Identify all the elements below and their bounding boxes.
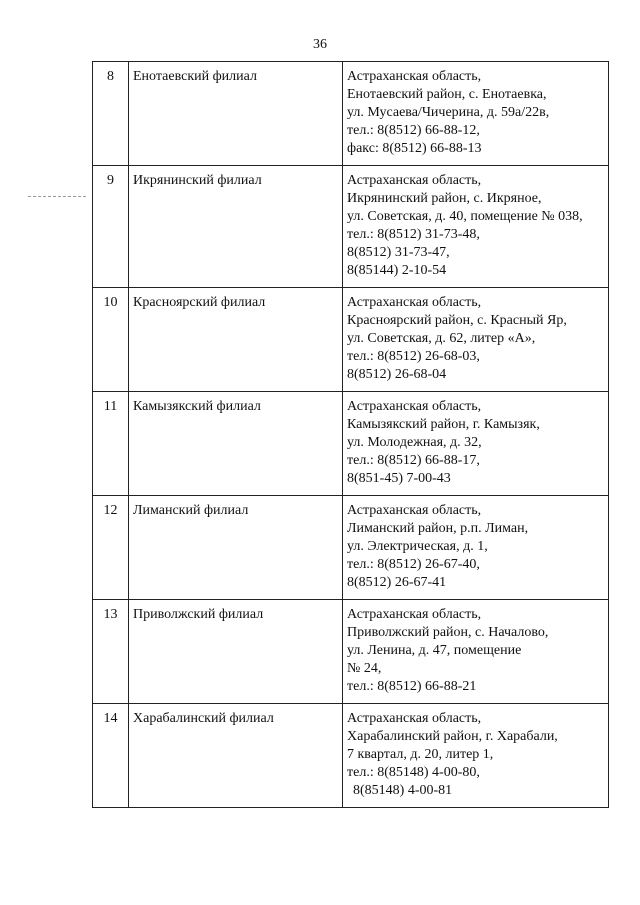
branch-name: Енотаевский филиал xyxy=(129,62,343,166)
table-row xyxy=(93,62,609,166)
branch-address xyxy=(343,704,609,808)
branches-table xyxy=(92,61,609,808)
row-number: 10 xyxy=(93,288,129,392)
row-number: 8 xyxy=(93,62,129,166)
row-number: 14 xyxy=(93,704,129,808)
address-line: Астраханская область, xyxy=(347,711,482,726)
address-line: Астраханская область, xyxy=(347,69,482,84)
address-line: № 24, xyxy=(347,661,382,676)
page-number: 36 xyxy=(313,37,327,52)
row-number: 11 xyxy=(93,392,129,496)
table-row xyxy=(93,392,609,496)
address-line: тел.: 8(8512) 66-88-17, xyxy=(347,453,480,468)
table-row xyxy=(93,166,609,288)
address-line: ул. Электрическая, д. 1, xyxy=(347,539,488,554)
address-line: 8(8512) 26-68-04 xyxy=(347,367,447,382)
branch-name: Красноярский филиал xyxy=(129,288,343,392)
table-row xyxy=(93,704,609,808)
address-line: ул. Молодежная, д. 32, xyxy=(347,435,482,450)
address-line: Приволжский район, с. Началово, xyxy=(347,625,549,640)
address-line: тел.: 8(8512) 66-88-21 xyxy=(347,679,477,694)
address-line: ул. Советская, д. 40, помещение № 038, xyxy=(347,209,583,224)
address-line: 8(85148) 4-00-81 xyxy=(353,783,453,798)
address-line: Енотаевский район, с. Енотаевка, xyxy=(347,87,547,102)
address-line: Икрянинский район, с. Икряное, xyxy=(347,191,542,206)
address-line: Лиманский район, р.п. Лиман, xyxy=(347,521,529,536)
branch-address xyxy=(343,496,609,600)
address-line: тел.: 8(85148) 4-00-80, xyxy=(347,765,480,780)
address-line: Астраханская область, xyxy=(347,173,482,188)
scan-artifact-line xyxy=(28,196,86,197)
row-number: 13 xyxy=(93,600,129,704)
address-line: ул. Ленина, д. 47, помещение xyxy=(347,643,522,658)
branch-address xyxy=(343,392,609,496)
address-line: Харабалинский район, г. Харабали, xyxy=(347,729,558,744)
address-line: тел.: 8(8512) 66-88-12, xyxy=(347,123,480,138)
address-line: тел.: 8(8512) 31-73-48, xyxy=(347,227,480,242)
branch-name: Лиманский филиал xyxy=(129,496,343,600)
branch-name: Харабалинский филиал xyxy=(129,704,343,808)
branch-address xyxy=(343,166,609,288)
address-line: Камызякский район, г. Камызяк, xyxy=(347,417,540,432)
address-line: 7 квартал, д. 20, литер 1, xyxy=(347,747,494,762)
table-row xyxy=(93,496,609,600)
address-line: 8(8512) 31-73-47, xyxy=(347,245,450,260)
table-row xyxy=(93,288,609,392)
address-line: Астраханская область, xyxy=(347,399,482,414)
address-line: Астраханская область, xyxy=(347,295,482,310)
branch-name: Приволжский филиал xyxy=(129,600,343,704)
address-line: ул. Советская, д. 62, литер «А», xyxy=(347,331,536,346)
branch-address xyxy=(343,600,609,704)
branch-name: Камызякский филиал xyxy=(129,392,343,496)
address-line: тел.: 8(8512) 26-68-03, xyxy=(347,349,480,364)
branches-table-body xyxy=(93,62,609,808)
branch-address xyxy=(343,62,609,166)
address-line: 8(851-45) 7-00-43 xyxy=(347,471,451,486)
address-line: 8(8512) 26-67-41 xyxy=(347,575,447,590)
branch-address xyxy=(343,288,609,392)
address-line: ул. Мусаева/Чичерина, д. 59а/22в, xyxy=(347,105,550,120)
address-line: Астраханская область, xyxy=(347,607,482,622)
address-line: тел.: 8(8512) 26-67-40, xyxy=(347,557,480,572)
row-number: 12 xyxy=(93,496,129,600)
table-row xyxy=(93,600,609,704)
address-line: Красноярский район, с. Красный Яр, xyxy=(347,313,567,328)
address-line: факс: 8(8512) 66-88-13 xyxy=(347,141,482,156)
address-line: Астраханская область, xyxy=(347,503,482,518)
address-line: 8(85144) 2-10-54 xyxy=(347,263,447,278)
branch-name: Икрянинский филиал xyxy=(129,166,343,288)
row-number: 9 xyxy=(93,166,129,288)
